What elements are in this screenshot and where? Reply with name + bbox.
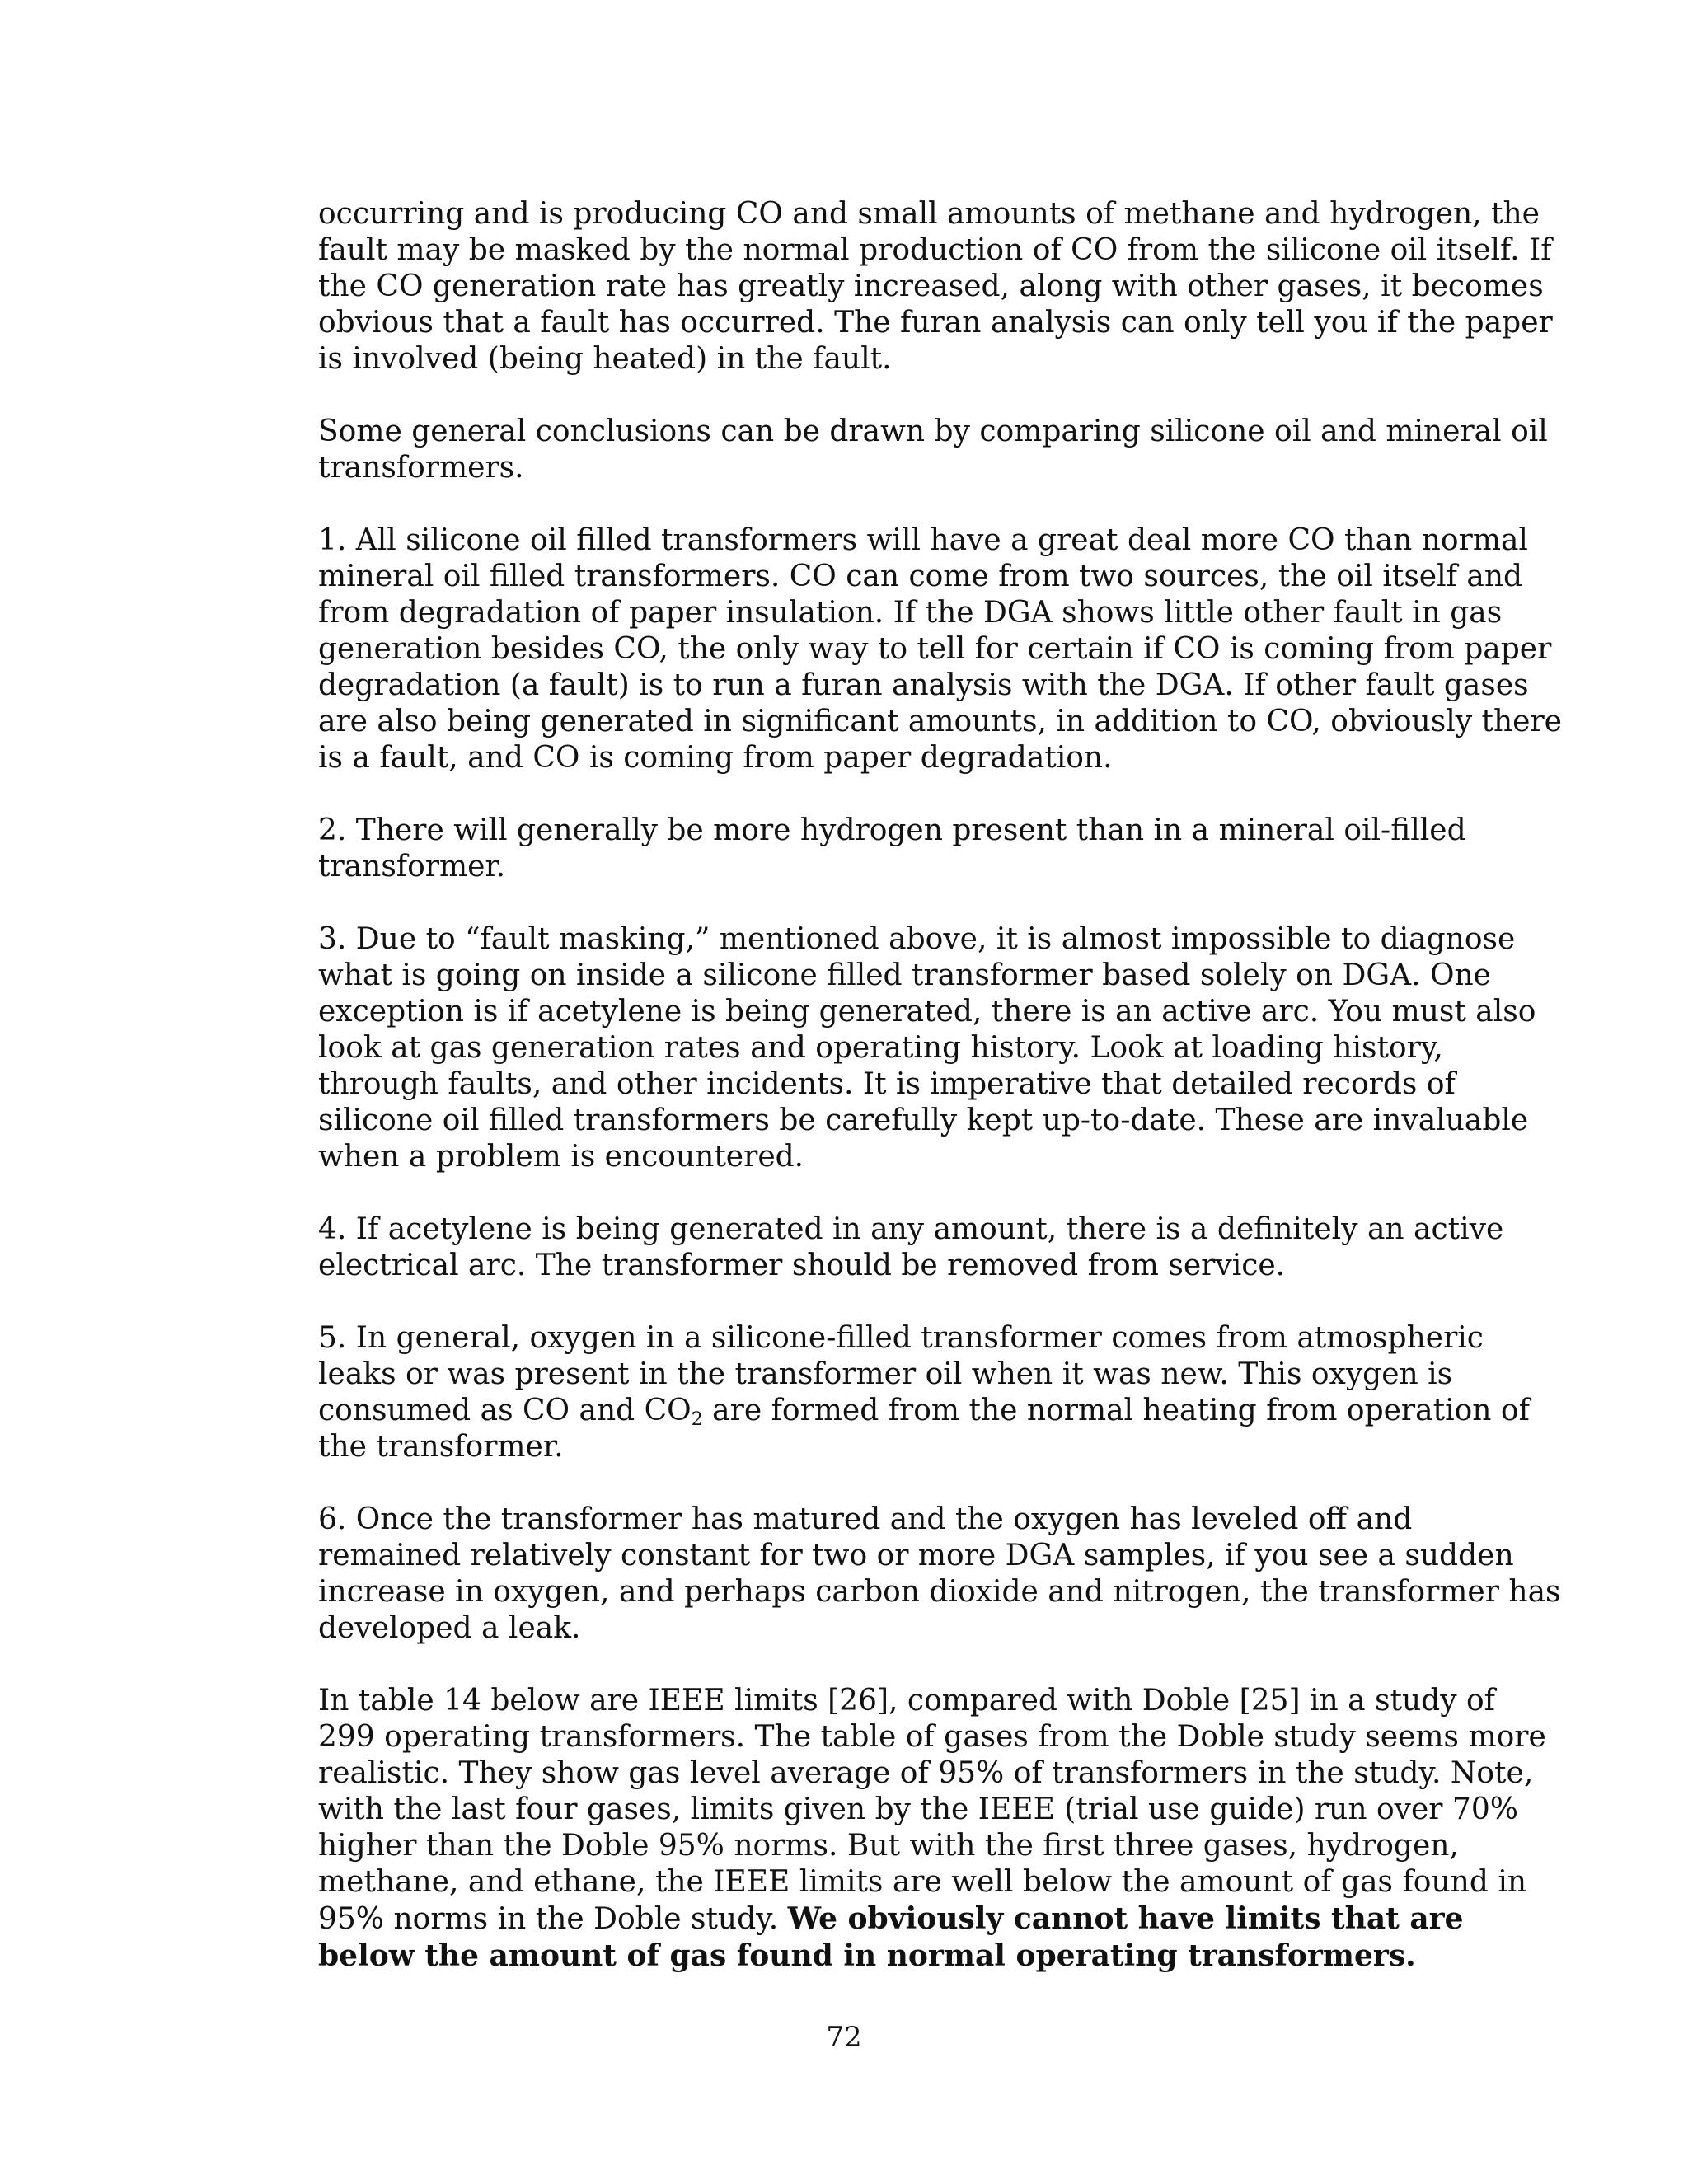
text-line: exception is if acetylene is being generated, there is an active arc. You must also [318,995,1536,1029]
bold-emphasis-line: below the amount of gas found in normal operating transformers. [318,1938,1416,1973]
text-line: from degradation of paper insulation. If the DGA shows little other fault in gas [318,596,1503,630]
text-line: 3. Due to “fault masking,” mentioned above, it is almost impossible to diagnose [318,922,1516,956]
text-line: through faults, and other incidents. It is imperative that detailed records of [318,1067,1456,1101]
text-line-co2 [318,1393,1530,1430]
text-line: mineral oil filled transformers. CO can come from two sources, the oil itself and [318,560,1523,593]
list-item-5 [318,1320,1530,1465]
document-body [318,196,1562,2010]
bold-emphasis: We obviously cannot have limits that are [787,1901,1464,1936]
paragraph-general-conclusions [318,414,1548,486]
text-line: 299 operating transformers. The table of gases from the Doble study seems more [318,1720,1546,1754]
list-item-2 [318,813,1472,885]
text-run: consumed as CO and CO [318,1394,692,1427]
text-line: fault may be masked by the normal production of CO from the silicone oil itself. If [318,233,1552,267]
text-line: obvious that a fault has occurred. The furan analysis can only tell you if the paper [318,306,1553,340]
list-item-1 [318,523,1562,776]
text-line: is involved (being heated) in the fault. [318,342,892,376]
list-item-3 [318,921,1536,1175]
text-line: 6. Once the transformer has matured and the oxygen has leveled off and [318,1502,1413,1536]
text-line: degradation (a fault) is to run a furan analysis with the DGA. If other fault gases [318,668,1529,702]
text-run: 95% norms in the Doble study. [318,1902,788,1936]
text-line: 1. All silicone oil filled transformers will have a great deal more CO than normal [318,523,1528,557]
text-line: what is going on inside a silicone filled transformer based solely on DGA. One [318,958,1491,992]
text-line: silicone oil filled transformers be carefully kept up-to-date. These are invaluable [318,1104,1529,1137]
text-line: 2. There will generally be more hydrogen present than in a mineral oil-filled [318,813,1466,847]
text-line: look at gas generation rates and operating history. Look at loading history, [318,1031,1443,1065]
text-line: higher than the Doble 95% norms. But with the first three gases, hydrogen, [318,1829,1459,1863]
text-line: the CO generation rate has greatly increased, along with other gases, it becomes [318,269,1544,303]
text-line: 4. If acetylene is being generated in any amount, there is a definitely an active [318,1212,1504,1246]
text-line: increase in oxygen, and perhaps carbon dioxide and nitrogen, the transformer has [318,1575,1561,1609]
page-number: 72 [826,2021,862,2054]
text-line: 5. In general, oxygen in a silicone-filled transformer comes from atmospheric [318,1321,1484,1355]
list-item-4 [318,1212,1504,1284]
text-line: methane, and ethane, the IEEE limits are well below the amount of gas found in [318,1865,1527,1899]
text-run: are formed from the normal heating from operation of [702,1394,1530,1427]
subscript-2: 2 [691,1409,703,1430]
text-line: electrical arc. The transformer should be removed from service. [318,1249,1286,1282]
paragraph-intro [318,196,1553,377]
text-line: is a fault, and CO is coming from paper degradation. [318,741,1113,775]
text-line: Some general conclusions can be drawn by comparing silicone oil and mineral oil [318,415,1548,448]
text-line: with the last four gases, limits given by the IEEE (trial use guide) run over 70% [318,1793,1518,1826]
text-line: developed a leak. [318,1611,581,1645]
text-line: generation besides CO, the only way to tell for certain if CO is coming from paper [318,632,1552,666]
text-line: In table 14 below are IEEE limits [26], compared with Doble [25] in a study of [318,1684,1495,1718]
text-line: the transformer. [318,1430,564,1464]
text-line: transformers. [318,451,524,485]
text-line: when a problem is encountered. [318,1140,804,1174]
text-line-mixed [318,1900,1472,1938]
text-line: remained relatively constant for two or more DGA samples, if you see a sudden [318,1539,1514,1572]
list-item-6 [318,1502,1561,1647]
text-line: occurring and is producing CO and small amounts of methane and hydrogen, the [318,197,1540,231]
text-line: realistic. They show gas level average of 95% of transformers in the study. Note, [318,1756,1534,1790]
text-line: transformer. [318,850,506,883]
text-line: are also being generated in significant amounts, in addition to CO, obviously there [318,705,1562,738]
text-line: leaks or was present in the transformer oil when it was new. This oxygen is [318,1357,1453,1391]
paragraph-table-14-intro [318,1683,1546,1974]
